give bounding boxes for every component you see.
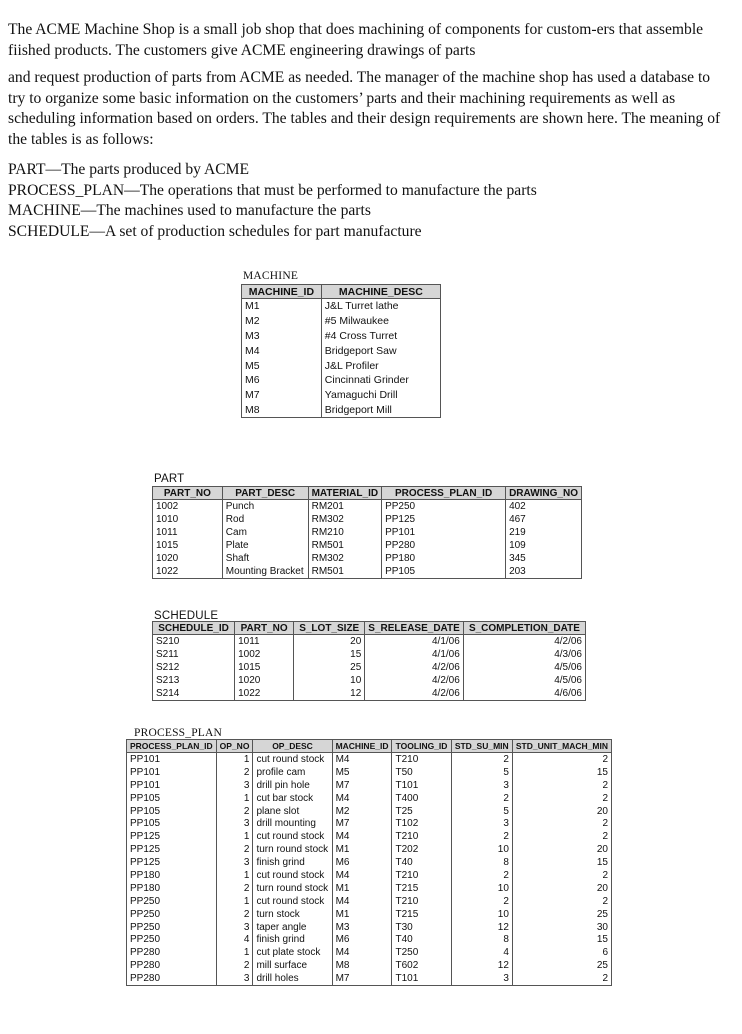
table-cell: 15 [512, 766, 611, 779]
column-header: MACHINE_ID [242, 285, 322, 299]
table-cell: M4 [332, 792, 392, 805]
table-row [127, 766, 612, 779]
table-cell: PP101 [127, 766, 217, 779]
table-row [127, 908, 612, 921]
column-header: MATERIAL_ID [308, 487, 381, 500]
table-cell: 4/2/06 [463, 635, 585, 649]
table-cell: 10 [451, 843, 512, 856]
table-cell: M6 [242, 373, 322, 388]
table-cell: T250 [392, 946, 451, 959]
table-cell: Rod [222, 513, 308, 526]
table-cell: M6 [332, 933, 392, 946]
table-row [153, 661, 586, 674]
table-cell: 2 [216, 959, 253, 972]
table-row [127, 779, 612, 792]
table-cell: PP280 [127, 959, 217, 972]
table-cell: 4/3/06 [463, 648, 585, 661]
table-cell: RM302 [308, 552, 381, 565]
table-row [127, 830, 612, 843]
header-row [153, 487, 582, 500]
table-cell: 2 [512, 753, 611, 766]
table-cell: 20 [512, 843, 611, 856]
table-cell: cut round stock [253, 869, 332, 882]
table-cell: 15 [512, 933, 611, 946]
table-cell: PP250 [127, 895, 217, 908]
table-cell: cut round stock [253, 753, 332, 766]
table-cell: 20 [294, 635, 365, 649]
table-cell: M3 [242, 329, 322, 344]
table-cell: 2 [216, 843, 253, 856]
column-header: PROCESS_PLAN_ID [382, 487, 506, 500]
table-cell: 2 [512, 792, 611, 805]
column-header: PART_NO [235, 622, 294, 635]
table-cell: drill pin hole [253, 779, 332, 792]
table-cell: PP280 [127, 946, 217, 959]
table-cell: Yamaguchi Drill [321, 388, 440, 403]
table-cell: 12 [294, 687, 365, 701]
table-cell: 4 [451, 946, 512, 959]
table-cell: PP180 [127, 869, 217, 882]
table-cell: 4/5/06 [463, 674, 585, 687]
table-cell: 1002 [235, 648, 294, 661]
table-cell: 8 [451, 933, 512, 946]
table-cell: 1022 [235, 687, 294, 701]
table-cell: 10 [451, 882, 512, 895]
definition-part: PART—The parts produced by ACME [8, 161, 250, 178]
table-cell: 1 [216, 869, 253, 882]
table-cell: S211 [153, 648, 235, 661]
table-cell: 2 [216, 805, 253, 818]
table-cell: T40 [392, 856, 451, 869]
table-cell: 12 [451, 921, 512, 934]
table-row [242, 358, 441, 373]
table-cell: 2 [512, 869, 611, 882]
table-cell: PP105 [127, 805, 217, 818]
table-cell: 3 [216, 779, 253, 792]
table-cell: 3 [451, 972, 512, 985]
table-cell: Bridgeport Saw [321, 343, 440, 358]
table-cell: #5 Milwaukee [321, 314, 440, 329]
table-cell: 3 [451, 779, 512, 792]
table-row [127, 856, 612, 869]
machine-table [241, 284, 441, 418]
table-cell: M6 [332, 856, 392, 869]
column-header: DRAWING_NO [506, 487, 582, 500]
table-cell: RM501 [308, 565, 381, 579]
table-row [242, 329, 441, 344]
table-row [127, 946, 612, 959]
definition-process-plan: PROCESS_PLAN—The operations that must be performed to manufacture the parts [8, 181, 537, 199]
table-cell: M1 [332, 843, 392, 856]
table-cell: Cincinnati Grinder [321, 373, 440, 388]
table-cell: S210 [153, 635, 235, 649]
table-cell: T210 [392, 753, 451, 766]
table-cell: 345 [506, 552, 582, 565]
definition-schedule: SCHEDULE—A set of production schedules for part manufacture [8, 222, 422, 240]
table-cell: 25 [512, 959, 611, 972]
table-cell: S214 [153, 687, 235, 701]
table-cell: 1 [216, 830, 253, 843]
table-row [127, 843, 612, 856]
table-cell: 1015 [153, 539, 223, 552]
table-cell: cut bar stock [253, 792, 332, 805]
column-header: SCHEDULE_ID [153, 622, 235, 635]
table-row [127, 921, 612, 934]
table-cell: 1020 [153, 552, 223, 565]
table-cell: T30 [392, 921, 451, 934]
table-cell: drill mounting [253, 817, 332, 830]
table-cell: finish grind [253, 856, 332, 869]
table-cell: PP250 [127, 921, 217, 934]
table-row [153, 539, 582, 552]
table-cell: PP280 [127, 972, 217, 985]
table-cell: 4/6/06 [463, 687, 585, 701]
header-row [153, 622, 586, 635]
column-header: STD_SU_MIN [451, 740, 512, 753]
header-row [242, 285, 441, 299]
table-cell: 2 [451, 895, 512, 908]
table-row [127, 933, 612, 946]
column-header: PART_NO [153, 487, 223, 500]
table-cell: M3 [332, 921, 392, 934]
table-cell: 4/5/06 [463, 661, 585, 674]
table-cell: 10 [294, 674, 365, 687]
table-cell: 4/2/06 [365, 674, 464, 687]
table-cell: T50 [392, 766, 451, 779]
machine-table-caption: MACHINE [243, 270, 299, 282]
table-cell: RM201 [308, 500, 381, 514]
table-row [127, 959, 612, 972]
table-cell: 2 [512, 830, 611, 843]
table-row [127, 882, 612, 895]
table-definitions [8, 160, 730, 242]
table-cell: M4 [332, 946, 392, 959]
table-row [242, 373, 441, 388]
table-cell: T215 [392, 882, 451, 895]
table-row [127, 972, 612, 985]
table-cell: 1022 [153, 565, 223, 579]
table-cell: PP105 [382, 565, 506, 579]
table-cell: PP125 [127, 830, 217, 843]
table-cell: profile cam [253, 766, 332, 779]
table-cell: cut plate stock [253, 946, 332, 959]
process-plan-table-caption: PROCESS_PLAN [134, 727, 223, 739]
table-row [153, 674, 586, 687]
table-cell: PP105 [127, 792, 217, 805]
table-cell: 25 [512, 908, 611, 921]
table-cell: 4/1/06 [365, 635, 464, 649]
header-row [127, 740, 612, 753]
table-cell: 2 [216, 908, 253, 921]
table-row [153, 635, 586, 649]
table-cell: taper angle [253, 921, 332, 934]
table-cell: 2 [216, 882, 253, 895]
table-cell: 6 [512, 946, 611, 959]
table-cell: T215 [392, 908, 451, 921]
table-cell: M4 [242, 343, 322, 358]
table-cell: S212 [153, 661, 235, 674]
table-cell: 15 [294, 648, 365, 661]
table-cell: RM210 [308, 526, 381, 539]
table-cell: M8 [242, 403, 322, 418]
table-cell: M4 [332, 830, 392, 843]
column-header: S_RELEASE_DATE [365, 622, 464, 635]
table-cell: Shaft [222, 552, 308, 565]
table-cell: drill holes [253, 972, 332, 985]
column-header: TOOLING_ID [392, 740, 451, 753]
table-row [153, 552, 582, 565]
table-cell: 3 [216, 921, 253, 934]
table-cell: M7 [332, 972, 392, 985]
table-row [153, 687, 586, 701]
table-row [242, 403, 441, 418]
table-cell: 8 [451, 856, 512, 869]
table-cell: 4/1/06 [365, 648, 464, 661]
table-cell: 1 [216, 792, 253, 805]
table-cell: 3 [451, 817, 512, 830]
table-cell: turn round stock [253, 882, 332, 895]
table-cell: turn round stock [253, 843, 332, 856]
table-cell: 15 [512, 856, 611, 869]
table-cell: 2 [451, 753, 512, 766]
table-cell: T210 [392, 895, 451, 908]
table-row [242, 343, 441, 358]
table-cell: M1 [242, 299, 322, 314]
table-cell: 4 [216, 933, 253, 946]
table-row [153, 526, 582, 539]
table-cell: M5 [242, 358, 322, 373]
table-cell: 2 [512, 817, 611, 830]
column-header: MACHINE_ID [332, 740, 392, 753]
part-table [152, 486, 582, 579]
table-cell: 219 [506, 526, 582, 539]
table-cell: M8 [332, 959, 392, 972]
table-cell: M5 [332, 766, 392, 779]
table-cell: 20 [512, 882, 611, 895]
table-cell: 1 [216, 946, 253, 959]
part-table-caption: PART [154, 473, 185, 485]
table-cell: 2 [512, 895, 611, 908]
table-row [153, 648, 586, 661]
table-cell: #4 Cross Turret [321, 329, 440, 344]
table-cell: J&L Profiler [321, 358, 440, 373]
table-cell: S213 [153, 674, 235, 687]
table-row [127, 805, 612, 818]
table-cell: PP180 [127, 882, 217, 895]
table-cell: PP180 [382, 552, 506, 565]
table-row [153, 500, 582, 514]
table-cell: turn stock [253, 908, 332, 921]
table-cell: M4 [332, 869, 392, 882]
table-cell: PP250 [127, 933, 217, 946]
table-cell: mill surface [253, 959, 332, 972]
table-cell: M4 [332, 753, 392, 766]
table-cell: M7 [242, 388, 322, 403]
table-cell: J&L Turret lathe [321, 299, 440, 314]
table-cell: Punch [222, 500, 308, 514]
table-cell: 467 [506, 513, 582, 526]
table-cell: RM501 [308, 539, 381, 552]
table-cell: PP125 [382, 513, 506, 526]
table-cell: PP250 [382, 500, 506, 514]
table-cell: 3 [216, 972, 253, 985]
table-cell: T25 [392, 805, 451, 818]
intro-paragraph-1: The ACME Machine Shop is a small job shop that does machining of components for custom-ers that assemble fiished products. The customers give ACME engineering drawings of parts [8, 21, 704, 59]
table-cell: 1 [216, 753, 253, 766]
table-cell: 1020 [235, 674, 294, 687]
table-cell: T101 [392, 779, 451, 792]
table-cell: PP280 [382, 539, 506, 552]
table-row [242, 388, 441, 403]
table-cell: 5 [451, 805, 512, 818]
table-cell: 20 [512, 805, 611, 818]
table-cell: Plate [222, 539, 308, 552]
table-cell: PP105 [127, 817, 217, 830]
table-cell: 3 [216, 817, 253, 830]
table-cell: 1002 [153, 500, 223, 514]
table-cell: 4/2/06 [365, 687, 464, 701]
table-row [127, 869, 612, 882]
table-row [242, 314, 441, 329]
process-plan-table [126, 739, 612, 986]
table-cell: 1015 [235, 661, 294, 674]
table-cell: T202 [392, 843, 451, 856]
table-cell: 5 [451, 766, 512, 779]
table-cell: Bridgeport Mill [321, 403, 440, 418]
column-header: PART_DESC [222, 487, 308, 500]
table-cell: PP101 [127, 779, 217, 792]
column-header: S_COMPLETION_DATE [463, 622, 585, 635]
table-row [127, 895, 612, 908]
table-cell: 2 [451, 869, 512, 882]
table-cell: 3 [216, 856, 253, 869]
schedule-table [152, 621, 586, 701]
table-cell: M2 [242, 314, 322, 329]
table-cell: RM302 [308, 513, 381, 526]
table-cell: M1 [332, 908, 392, 921]
table-cell: M4 [332, 895, 392, 908]
table-cell: T602 [392, 959, 451, 972]
table-cell: Cam [222, 526, 308, 539]
table-cell: 2 [451, 792, 512, 805]
table-row [127, 817, 612, 830]
table-cell: 30 [512, 921, 611, 934]
intro-paragraph-2: and request production of parts from ACME as needed. The manager of the machine shop has used a database to try to organize some basic information on the customers’ parts and their machining requirements as well as scheduling information based on orders. The tables and their design requirements are shown here. The meaning of the tables is as follows: [8, 69, 721, 148]
table-cell: T400 [392, 792, 451, 805]
schedule-table-caption: SCHEDULE [154, 610, 219, 622]
column-header: OP_DESC [253, 740, 332, 753]
table-cell: 4/2/06 [365, 661, 464, 674]
table-cell: 10 [451, 908, 512, 921]
table-row [127, 792, 612, 805]
table-cell: M2 [332, 805, 392, 818]
table-cell: 12 [451, 959, 512, 972]
table-cell: plane slot [253, 805, 332, 818]
table-cell: T210 [392, 830, 451, 843]
table-row [242, 299, 441, 314]
table-cell: PP101 [127, 753, 217, 766]
definition-machine: MACHINE—The machines used to manufacture the parts [8, 202, 371, 219]
table-cell: 402 [506, 500, 582, 514]
column-header: PROCESS_PLAN_ID [127, 740, 217, 753]
table-cell: PP125 [127, 856, 217, 869]
table-cell: T40 [392, 933, 451, 946]
table-cell: finish grind [253, 933, 332, 946]
table-cell: 1011 [153, 526, 223, 539]
table-cell: Mounting Bracket [222, 565, 308, 579]
table-cell: cut round stock [253, 830, 332, 843]
table-cell: 109 [506, 539, 582, 552]
column-header: OP_NO [216, 740, 253, 753]
table-cell: 1 [216, 895, 253, 908]
table-cell: 2 [216, 766, 253, 779]
table-cell: M7 [332, 817, 392, 830]
table-cell: 1010 [153, 513, 223, 526]
table-cell: 2 [451, 830, 512, 843]
table-cell: 25 [294, 661, 365, 674]
column-header: MACHINE_DESC [321, 285, 440, 299]
table-cell: PP101 [382, 526, 506, 539]
table-cell: 2 [512, 972, 611, 985]
column-header: S_LOT_SIZE [294, 622, 365, 635]
table-cell: PP125 [127, 843, 217, 856]
table-cell: M1 [332, 882, 392, 895]
table-cell: 203 [506, 565, 582, 579]
table-cell: cut round stock [253, 895, 332, 908]
table-cell: 2 [512, 779, 611, 792]
table-row [153, 565, 582, 579]
table-cell: T102 [392, 817, 451, 830]
table-cell: T210 [392, 869, 451, 882]
table-row [153, 513, 582, 526]
table-cell: M7 [332, 779, 392, 792]
table-cell: 1011 [235, 635, 294, 649]
table-cell: PP250 [127, 908, 217, 921]
column-header: STD_UNIT_MACH_MIN [512, 740, 611, 753]
table-cell: T101 [392, 972, 451, 985]
table-row [127, 753, 612, 766]
